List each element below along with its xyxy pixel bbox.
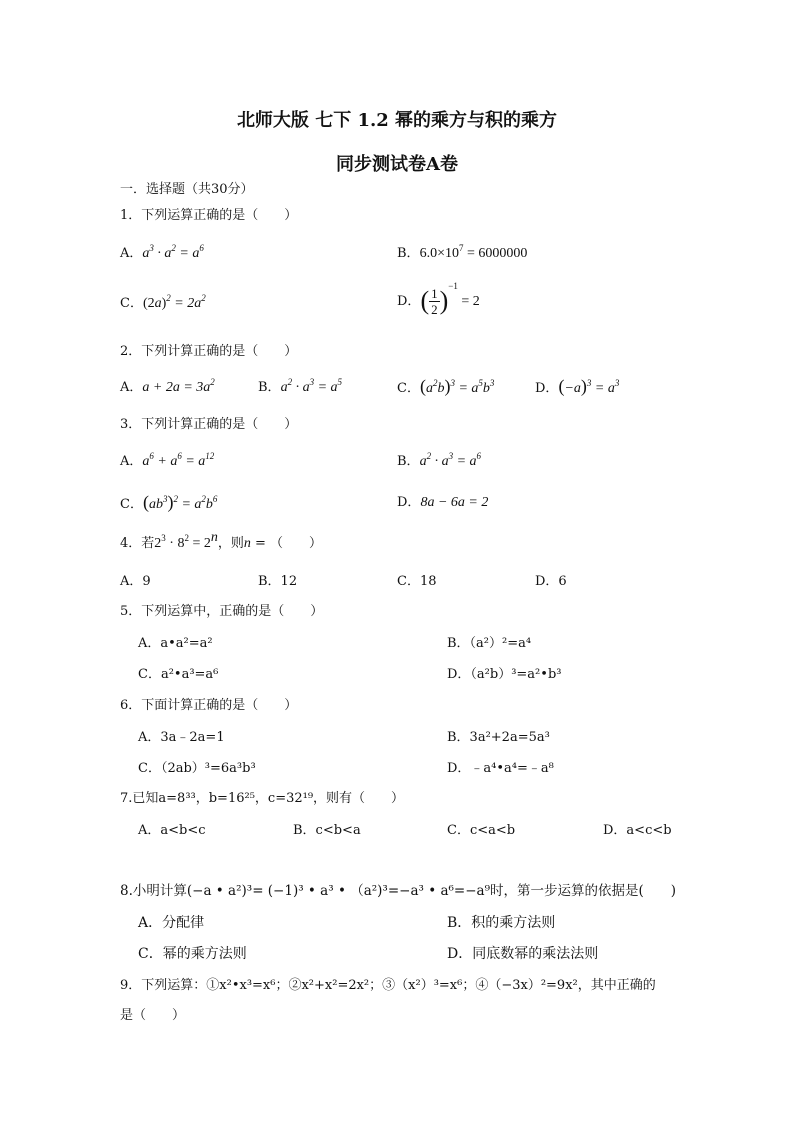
q7-option-b: B．c<b<a	[293, 823, 361, 838]
q4-option-c: C．18	[397, 574, 437, 589]
q3-stem: 3．下列计算正确的是（ ）	[120, 417, 298, 432]
q4-option-d: D．6	[535, 574, 567, 589]
page-subtitle: 同步测试卷A卷	[336, 154, 458, 175]
q6-option-d: D．﹣a⁴•a⁴=﹣a⁸	[447, 761, 554, 776]
q8-option-d: D．同底数幂的乘法法则	[447, 946, 599, 962]
q7-option-d: D．a<c<b	[603, 823, 672, 838]
q2-option-d: D．$(-a)^3 = a^3$	[535, 376, 620, 396]
q1-option-a: A．$a^3 \cdot a^2 = a^6$	[120, 243, 204, 261]
page-title: 北师大版 七下 1.2 幂的乘方与积的乘方	[236, 110, 558, 131]
q7-option-a: A．a<b<c	[138, 823, 206, 838]
q9-stem-line2: 是（ ）	[120, 1008, 186, 1023]
q4-option-a: A．9	[120, 574, 151, 589]
q3-option-c: C．$(ab^3)^2 = a^2b^6$	[120, 492, 218, 512]
q2-option-c: C．$(a^2b)^3 = a^5b^3$	[397, 376, 495, 396]
q8-option-b: B．积的乘方法则	[447, 915, 556, 931]
q8-option-a: A．分配律	[138, 915, 205, 931]
q3-option-b: B．$a^2 \cdot a^3 = a^6$	[397, 451, 482, 469]
q6-option-a: A．3a﹣2a=1	[138, 730, 225, 745]
q4-option-b: B．12	[258, 574, 298, 589]
q3-option-a: A．$a^6 + a^6 = a^{12}$	[120, 451, 215, 469]
q5-option-d: D．（a²b）³=a²•b³	[447, 667, 562, 682]
q5-option-b: B．（a²）²=a⁴	[447, 636, 532, 651]
q7-option-c: C．c<a<b	[447, 823, 516, 838]
q6-option-b: B．3a²+2a=5a³	[447, 730, 550, 745]
q8-stem: 8.小明计算(−a • a²)³= (−1)³ • a³ • （a²)³=−a³ • a⁶=−a⁹时，第一步运算的依据是( )	[120, 883, 677, 899]
q1-option-d: D．( $\frac{1}{2}$ )$^{-1}$ = 2	[397, 281, 480, 318]
q5-option-a: A．a•a²=a²	[138, 636, 213, 651]
q2-stem: 2．下列计算正确的是（ ）	[120, 344, 298, 359]
section-heading: 一．选择题（共30分）	[120, 182, 254, 197]
q8-option-c: C．幂的乘方法则	[138, 946, 247, 962]
q6-option-c: C．（2ab）³=6a³b³	[138, 761, 256, 776]
q2-option-a: A．$a + 2a = 3a^2$	[120, 377, 215, 395]
q4-stem: 4．若$2^3 \cdot 8^2 = 2^n$，则n = （ ）	[120, 530, 323, 551]
q9-stem-line1: 9．下列运算：①x²•x³=x⁶；②x²+x²=2x²；③（x²）³=x⁶；④（−3x）²=9x²，其中正确的	[120, 978, 656, 993]
q5-stem: 5．下列运算中，正确的是（ ）	[120, 604, 324, 619]
q7-stem: 7.已知a=8³³，b=16²⁵，c=32¹⁹，则有（ ）	[120, 791, 405, 806]
q1-option-b: B．$6.0\times 10^7 = 6000000$	[397, 243, 528, 261]
q6-stem: 6．下面计算正确的是（ ）	[120, 698, 298, 713]
q5-option-c: C．a²•a³=a⁶	[138, 667, 219, 682]
q3-option-d: D．8a − 6a = 2	[397, 495, 489, 510]
q1-stem: 1．下列运算正确的是（ ）	[120, 208, 298, 223]
q2-option-b: B．$a^2 \cdot a^3 = a^5$	[258, 377, 343, 395]
q1-option-c: C．$(2a)^2 = 2a^2$	[120, 293, 206, 311]
